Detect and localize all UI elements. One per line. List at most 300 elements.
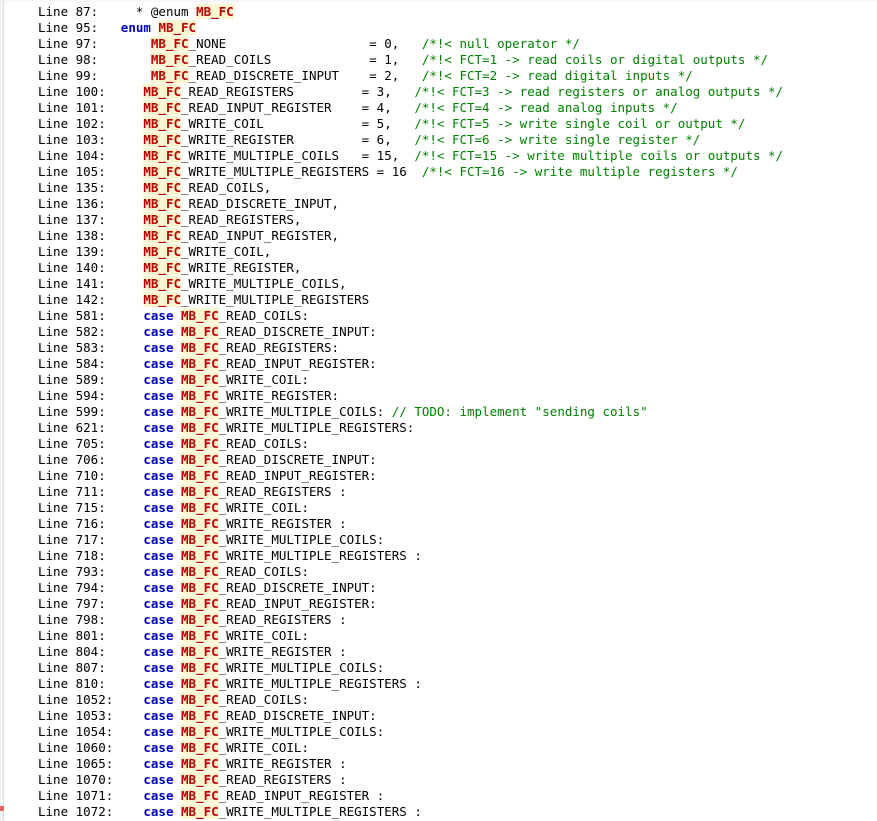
result-line-number: Line 710: — [38, 468, 106, 483]
result-line[interactable] — [0, 196, 877, 212]
code-segment: _READ_REGISTERS : — [218, 772, 347, 787]
result-line[interactable] — [0, 756, 877, 772]
code-segment — [121, 132, 144, 147]
code-segment: _READ_COILS: — [218, 308, 309, 323]
result-line[interactable] — [0, 580, 877, 596]
match-highlight: MB_FC — [181, 804, 219, 819]
code-segment — [121, 740, 144, 755]
result-line[interactable] — [0, 356, 877, 372]
code-segment: case — [143, 420, 182, 435]
match-highlight: MB_FC — [143, 100, 182, 115]
match-highlight: MB_FC — [181, 580, 219, 595]
result-line-spacer — [106, 436, 121, 451]
code-segment: case — [143, 404, 182, 419]
code-segment: _READ_COILS: — [218, 564, 309, 579]
result-line[interactable] — [0, 4, 877, 20]
code-segment: _WRITE_MULTIPLE_COILS: — [218, 660, 385, 675]
result-line[interactable] — [0, 484, 877, 500]
code-segment: _READ_INPUT_REGISTER: — [218, 468, 377, 483]
result-line-spacer — [106, 180, 121, 195]
result-line[interactable] — [0, 84, 877, 100]
code-segment — [121, 324, 144, 339]
match-highlight: MB_FC — [181, 724, 219, 739]
result-line-number: Line 99: — [38, 68, 99, 83]
code-segment — [121, 36, 151, 51]
result-line-spacer — [113, 772, 121, 787]
result-line[interactable] — [0, 676, 877, 692]
result-line-spacer — [106, 308, 121, 323]
code-segment: case — [143, 372, 182, 387]
result-line-spacer — [106, 84, 121, 99]
result-line-spacer — [106, 100, 121, 115]
result-line-number: Line 87: — [38, 4, 99, 19]
code-segment: case — [143, 308, 182, 323]
code-segment: case — [143, 628, 182, 643]
code-segment — [121, 420, 144, 435]
code-segment: _READ_COILS = 1, — [188, 52, 422, 67]
code-segment — [121, 196, 144, 211]
result-line[interactable] — [0, 644, 877, 660]
match-highlight: MB_FC — [181, 644, 219, 659]
code-segment: case — [143, 724, 182, 739]
code-segment: /*!< FCT=15 -> write multiple coils or outputs */ — [414, 148, 784, 163]
result-line-spacer — [106, 516, 121, 531]
code-segment: _READ_DISCRETE_INPUT: — [218, 452, 377, 467]
code-segment — [121, 692, 144, 707]
result-line[interactable] — [0, 20, 877, 36]
match-highlight: MB_FC — [143, 164, 182, 179]
result-line-spacer — [106, 132, 121, 147]
result-line-spacer — [106, 292, 121, 307]
code-segment: case — [143, 740, 182, 755]
result-line-number: Line 137: — [38, 212, 106, 227]
result-line-number: Line 103: — [38, 132, 106, 147]
result-line-number: Line 793: — [38, 564, 106, 579]
code-segment: _READ_INPUT_REGISTER: — [218, 356, 377, 371]
match-highlight: MB_FC — [181, 516, 219, 531]
code-segment: enum — [120, 20, 159, 35]
code-segment — [121, 180, 144, 195]
result-line[interactable] — [0, 292, 877, 308]
result-line-number: Line 140: — [38, 260, 106, 275]
match-highlight: MB_FC — [181, 740, 219, 755]
result-line-number: Line 807: — [38, 660, 106, 675]
match-highlight: MB_FC — [181, 692, 219, 707]
code-segment — [121, 756, 144, 771]
result-gutter — [0, 0, 4, 821]
result-line-spacer — [106, 404, 121, 419]
code-segment — [121, 52, 151, 67]
result-list[interactable] — [0, 4, 877, 820]
code-segment: case — [143, 612, 182, 627]
code-segment — [121, 804, 144, 819]
result-line[interactable] — [0, 68, 877, 84]
result-line[interactable] — [0, 36, 877, 52]
result-line-spacer — [98, 20, 121, 35]
code-segment: /*!< FCT=4 -> read analog inputs */ — [414, 100, 678, 115]
result-line[interactable] — [0, 804, 877, 820]
code-segment: _WRITE_COIL = 5, — [181, 116, 415, 131]
result-line-number: Line 1072: — [38, 804, 114, 819]
code-segment: _WRITE_MULTIPLE_REGISTERS = 16 — [181, 164, 422, 179]
match-highlight: MB_FC — [143, 196, 182, 211]
result-line-number: Line 136: — [38, 196, 106, 211]
result-line-spacer — [106, 116, 121, 131]
code-segment — [121, 676, 144, 691]
result-line[interactable] — [0, 420, 877, 436]
code-segment: _WRITE_REGISTER : — [218, 644, 347, 659]
code-segment — [121, 644, 144, 659]
code-segment: case — [143, 468, 182, 483]
result-line-number: Line 621: — [38, 420, 106, 435]
result-line[interactable] — [0, 100, 877, 116]
panel-top-edge — [0, 0, 877, 2]
match-highlight: MB_FC — [181, 772, 219, 787]
result-line[interactable] — [0, 660, 877, 676]
match-highlight: MB_FC — [181, 436, 219, 451]
code-segment: _WRITE_REGISTER = 6, — [181, 132, 415, 147]
code-segment — [121, 100, 144, 115]
result-line-number: Line 718: — [38, 548, 106, 563]
code-segment — [121, 580, 144, 595]
code-segment: _READ_INPUT_REGISTER: — [218, 596, 377, 611]
result-line-spacer — [98, 36, 121, 51]
result-line[interactable] — [0, 212, 877, 228]
result-line-spacer — [106, 148, 121, 163]
code-segment: _READ_DISCRETE_INPUT: — [218, 708, 377, 723]
match-highlight: MB_FC — [181, 628, 219, 643]
match-highlight: MB_FC — [181, 564, 219, 579]
result-line-number: Line 810: — [38, 676, 106, 691]
result-line[interactable] — [0, 276, 877, 292]
match-highlight: MB_FC — [143, 276, 182, 291]
result-line[interactable] — [0, 708, 877, 724]
result-line-spacer — [106, 452, 121, 467]
code-segment: /*!< FCT=1 -> read coils or digital outputs */ — [421, 52, 769, 67]
result-line-spacer — [106, 356, 121, 371]
result-line-number: Line 706: — [38, 452, 106, 467]
code-segment: case — [143, 644, 182, 659]
code-segment: case — [143, 484, 182, 499]
code-segment — [121, 84, 144, 99]
match-highlight: MB_FC — [181, 596, 219, 611]
result-line-number: Line 711: — [38, 484, 106, 499]
result-line-spacer — [113, 724, 121, 739]
code-segment: _WRITE_COIL: — [218, 628, 309, 643]
code-segment — [121, 724, 144, 739]
result-line-spacer — [106, 532, 121, 547]
match-highlight: MB_FC — [181, 708, 219, 723]
code-segment: _READ_REGISTERS : — [218, 612, 347, 627]
result-line-spacer — [106, 388, 121, 403]
code-segment — [121, 212, 144, 227]
match-highlight: MB_FC — [181, 676, 219, 691]
code-segment: _NONE = 0, — [188, 36, 422, 51]
code-segment: case — [143, 756, 182, 771]
result-line-spacer — [106, 628, 121, 643]
code-segment: _WRITE_REGISTER, — [181, 260, 302, 275]
code-segment — [121, 404, 144, 419]
result-line-spacer — [106, 260, 121, 275]
result-line[interactable] — [0, 308, 877, 324]
result-line-spacer — [113, 692, 121, 707]
result-line-spacer — [106, 276, 121, 291]
result-line[interactable] — [0, 436, 877, 452]
code-segment — [121, 660, 144, 675]
code-segment: _READ_DISCRETE_INPUT: — [218, 324, 377, 339]
match-highlight: MB_FC — [143, 116, 182, 131]
match-highlight: MB_FC — [181, 756, 219, 771]
code-segment — [121, 484, 144, 499]
result-line-spacer — [106, 660, 121, 675]
match-highlight: MB_FC — [150, 68, 189, 83]
result-line-number: Line 798: — [38, 612, 106, 627]
code-segment: _READ_REGISTERS: — [218, 340, 340, 355]
result-line[interactable] — [0, 548, 877, 564]
code-segment: _WRITE_COIL: — [218, 740, 309, 755]
result-line-spacer — [113, 788, 121, 803]
code-segment: case — [143, 548, 182, 563]
match-highlight: MB_FC — [181, 420, 219, 435]
code-segment — [121, 276, 144, 291]
match-highlight: MB_FC — [150, 52, 189, 67]
code-segment — [121, 772, 144, 787]
result-line[interactable] — [0, 612, 877, 628]
result-line-number: Line 100: — [38, 84, 106, 99]
code-segment: _READ_DISCRETE_INPUT, — [181, 196, 340, 211]
match-highlight: MB_FC — [181, 356, 219, 371]
result-line-spacer — [106, 644, 121, 659]
match-highlight: MB_FC — [181, 452, 219, 467]
code-segment — [121, 244, 144, 259]
result-line-spacer — [106, 244, 121, 259]
result-line-spacer — [106, 580, 121, 595]
result-line[interactable] — [0, 628, 877, 644]
result-line[interactable] — [0, 260, 877, 276]
code-segment: _READ_REGISTERS, — [181, 212, 302, 227]
code-segment — [121, 372, 144, 387]
result-line-spacer — [106, 676, 121, 691]
code-segment — [121, 468, 144, 483]
match-highlight: MB_FC — [150, 36, 189, 51]
result-line[interactable] — [0, 180, 877, 196]
code-segment: _WRITE_COIL, — [181, 244, 272, 259]
result-line[interactable] — [0, 516, 877, 532]
result-line-number: Line 138: — [38, 228, 106, 243]
match-highlight: MB_FC — [181, 788, 219, 803]
code-segment: _WRITE_MULTIPLE_REGISTERS : — [218, 676, 422, 691]
match-highlight: MB_FC — [143, 244, 182, 259]
code-segment — [121, 500, 144, 515]
code-segment: _READ_REGISTERS : — [218, 484, 347, 499]
result-line[interactable] — [0, 388, 877, 404]
code-segment: case — [143, 324, 182, 339]
code-segment: _WRITE_COIL: — [218, 500, 309, 515]
result-line-number: Line 105: — [38, 164, 106, 179]
result-line-number: Line 98: — [38, 52, 99, 67]
result-line[interactable] — [0, 772, 877, 788]
code-segment — [121, 356, 144, 371]
result-line-number: Line 717: — [38, 532, 106, 547]
result-line[interactable] — [0, 532, 877, 548]
match-highlight: MB_FC — [181, 404, 219, 419]
result-line[interactable] — [0, 52, 877, 68]
code-segment: _READ_DISCRETE_INPUT = 2, — [188, 68, 422, 83]
code-segment: // TODO: implement "sending coils" — [391, 404, 648, 419]
result-line-spacer — [106, 164, 121, 179]
result-line-number: Line 794: — [38, 580, 106, 595]
result-line-spacer — [98, 52, 121, 67]
result-line[interactable] — [0, 340, 877, 356]
result-line-spacer — [106, 500, 121, 515]
result-line[interactable] — [0, 788, 877, 804]
result-line-spacer — [106, 340, 121, 355]
result-line-number: Line 594: — [38, 388, 106, 403]
code-segment: _WRITE_COIL: — [218, 372, 309, 387]
code-segment: _WRITE_MULTIPLE_REGISTERS : — [218, 548, 422, 563]
result-line[interactable] — [0, 132, 877, 148]
code-segment: _READ_INPUT_REGISTER = 4, — [181, 100, 415, 115]
match-highlight: MB_FC — [143, 260, 182, 275]
code-segment: /*!< FCT=5 -> write single coil or output */ — [414, 116, 746, 131]
result-line-number: Line 599: — [38, 404, 106, 419]
result-line-spacer — [106, 596, 121, 611]
result-line-spacer — [113, 740, 121, 755]
result-line[interactable] — [0, 692, 877, 708]
code-segment: _WRITE_REGISTER : — [218, 516, 347, 531]
result-line-number: Line 97: — [38, 36, 99, 51]
result-line[interactable] — [0, 116, 877, 132]
code-segment — [121, 596, 144, 611]
result-line-number: Line 716: — [38, 516, 106, 531]
code-segment — [121, 148, 144, 163]
code-segment: case — [143, 660, 182, 675]
code-segment — [121, 68, 151, 83]
scroll-marker — [0, 806, 4, 811]
code-segment: _READ_REGISTERS = 3, — [181, 84, 415, 99]
code-segment: case — [143, 436, 182, 451]
code-segment: /*!< FCT=16 -> write multiple registers */ — [421, 164, 738, 179]
result-line[interactable] — [0, 372, 877, 388]
code-segment: _READ_DISCRETE_INPUT: — [218, 580, 377, 595]
match-highlight: MB_FC — [181, 324, 219, 339]
result-line-number: Line 1071: — [38, 788, 114, 803]
match-highlight: MB_FC — [143, 292, 182, 307]
result-line[interactable] — [0, 468, 877, 484]
code-segment: _WRITE_MULTIPLE_COILS, — [181, 276, 347, 291]
code-segment — [121, 532, 144, 547]
match-highlight: MB_FC — [143, 180, 182, 195]
match-highlight: MB_FC — [181, 660, 219, 675]
result-line-spacer — [98, 68, 121, 83]
result-line-number: Line 1065: — [38, 756, 114, 771]
match-highlight: MB_FC — [181, 372, 219, 387]
match-highlight: MB_FC — [181, 484, 219, 499]
code-segment — [121, 116, 144, 131]
result-line-number: Line 139: — [38, 244, 106, 259]
result-line[interactable] — [0, 324, 877, 340]
result-line[interactable] — [0, 228, 877, 244]
code-segment: _WRITE_REGISTER: — [218, 388, 340, 403]
match-highlight: MB_FC — [181, 532, 219, 547]
code-segment: case — [143, 772, 182, 787]
result-line[interactable] — [0, 404, 877, 420]
code-segment: _READ_INPUT_REGISTER : — [218, 788, 385, 803]
result-line-number: Line 135: — [38, 180, 106, 195]
result-line-number: Line 1053: — [38, 708, 114, 723]
match-highlight: MB_FC — [158, 20, 197, 35]
result-line[interactable] — [0, 452, 877, 468]
code-segment: /*!< FCT=3 -> read registers or analog outputs */ — [414, 84, 784, 99]
result-line-spacer — [106, 196, 121, 211]
result-line[interactable] — [0, 564, 877, 580]
result-line-spacer — [98, 4, 121, 19]
result-line[interactable] — [0, 244, 877, 260]
result-line-spacer — [113, 708, 121, 723]
match-highlight: MB_FC — [143, 228, 182, 243]
result-line-spacer — [106, 468, 121, 483]
result-line[interactable] — [0, 740, 877, 756]
result-line[interactable] — [0, 724, 877, 740]
code-segment — [121, 292, 144, 307]
code-segment: case — [143, 532, 182, 547]
code-segment: case — [143, 452, 182, 467]
code-segment — [121, 788, 144, 803]
code-segment: case — [143, 692, 182, 707]
result-line-number: Line 1052: — [38, 692, 114, 707]
match-highlight: MB_FC — [181, 548, 219, 563]
code-segment — [121, 260, 144, 275]
result-line[interactable] — [0, 164, 877, 180]
code-segment — [121, 452, 144, 467]
result-line-number: Line 801: — [38, 628, 106, 643]
result-line-number: Line 1070: — [38, 772, 114, 787]
match-highlight: MB_FC — [181, 388, 219, 403]
code-segment: _WRITE_MULTIPLE_COILS: — [218, 404, 392, 419]
code-segment: _WRITE_MULTIPLE_COILS: — [218, 724, 385, 739]
code-segment: case — [143, 580, 182, 595]
result-line[interactable] — [0, 148, 877, 164]
code-segment: _READ_COILS, — [181, 180, 272, 195]
result-line[interactable] — [0, 596, 877, 612]
result-line-spacer — [106, 548, 121, 563]
code-segment — [121, 436, 144, 451]
result-line[interactable] — [0, 500, 877, 516]
match-highlight: MB_FC — [143, 148, 182, 163]
match-highlight: MB_FC — [196, 4, 234, 19]
code-segment — [121, 612, 144, 627]
code-segment: _WRITE_MULTIPLE_COILS = 15, — [181, 148, 415, 163]
code-segment: case — [143, 388, 182, 403]
result-line-number: Line 589: — [38, 372, 106, 387]
result-line-spacer — [113, 804, 121, 819]
result-line-spacer — [113, 756, 121, 771]
result-line-number: Line 705: — [38, 436, 106, 451]
match-highlight: MB_FC — [181, 612, 219, 627]
result-line-number: Line 584: — [38, 356, 106, 371]
code-segment: case — [143, 564, 182, 579]
code-segment: case — [143, 676, 182, 691]
match-highlight: MB_FC — [143, 84, 182, 99]
code-segment — [121, 228, 144, 243]
code-segment: /*!< FCT=6 -> write single register */ — [414, 132, 701, 147]
result-line-number: Line 1060: — [38, 740, 114, 755]
code-segment: _WRITE_MULTIPLE_REGISTERS — [181, 292, 370, 307]
result-line-number: Line 95: — [38, 20, 99, 35]
code-segment — [121, 564, 144, 579]
code-segment: _READ_COILS: — [218, 692, 309, 707]
result-line-number: Line 715: — [38, 500, 106, 515]
